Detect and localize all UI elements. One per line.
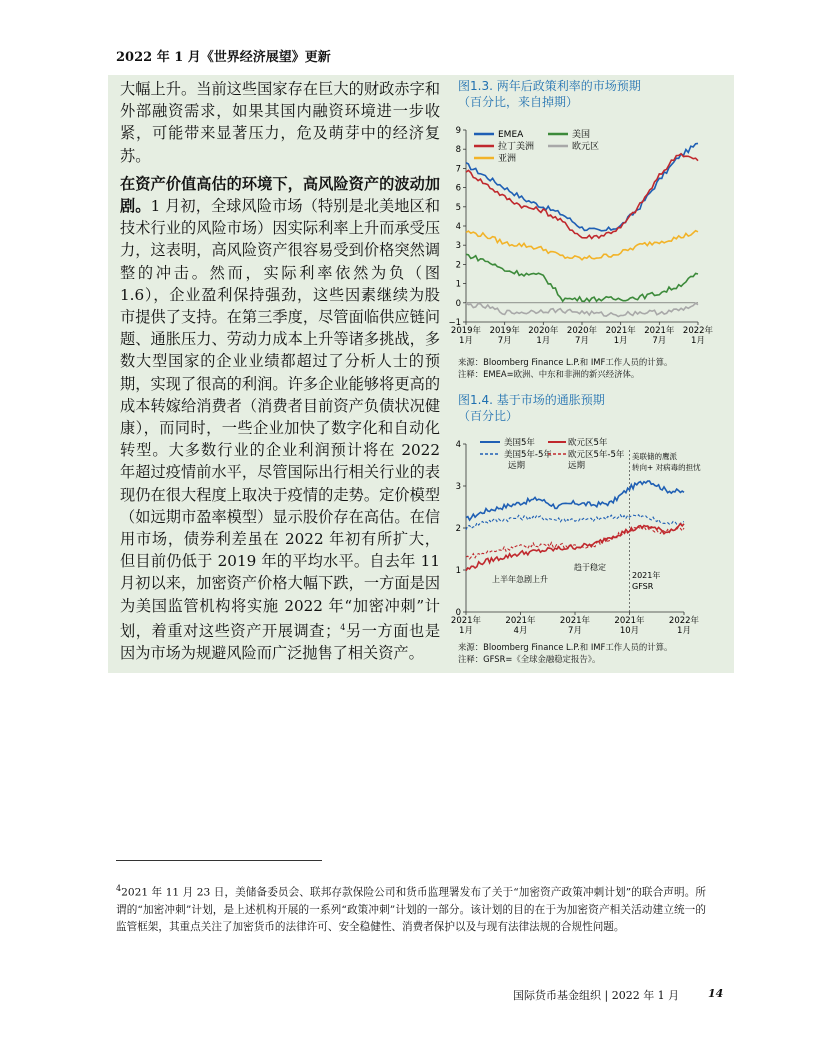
- fig13-x-tick-label: 2019年: [450, 326, 482, 336]
- paragraph-1: 大幅上升。当前这些国家存在巨大的财政赤字和外部融资需求，如果其国内融资环境进一步收紧，可能带来显著压力，危及萌芽中的经济复苏。: [120, 80, 440, 165]
- legend-emea: EMEA: [498, 130, 524, 140]
- figure-1-4-title-line2: （百分比）: [458, 409, 519, 423]
- figure-1-4-note: 注释：GFSR=《全球金融稳定报告》。: [458, 653, 601, 664]
- fig13-series-2: [466, 231, 698, 260]
- annot-fed-line1: 美联储的鹰派: [632, 452, 677, 461]
- fig14-x-tick-label: 7月: [568, 626, 582, 636]
- fig14-series-0: [466, 481, 684, 520]
- fig13-y-tick-label: 3: [455, 241, 461, 252]
- fig14-x-tick-label: 2021年: [614, 616, 645, 626]
- figure-1-4-annotations: [492, 451, 701, 591]
- fig13-x-tick-label: 2020年: [566, 326, 598, 336]
- fig14-x-tick-label: 10月: [619, 626, 640, 636]
- fig14-series-3: [466, 526, 684, 558]
- legend-euro: 欧元区: [572, 142, 600, 152]
- figure-1-3-title: [458, 78, 641, 110]
- fig13-x-tick-label: 2021年: [605, 326, 636, 336]
- legend-eu55-line2: 远期: [568, 461, 586, 471]
- fig14-x-tick-label: 2021年: [505, 616, 536, 626]
- fig14-y-tick-label: 1: [455, 566, 461, 576]
- fig14-x-tick-label: 4月: [513, 626, 528, 636]
- legend-eu55-line1: 欧元区5年-5年: [568, 450, 625, 460]
- fig13-x-tick-label: 2022年: [682, 326, 714, 336]
- fig13-y-tick-label: 7: [455, 164, 461, 175]
- figure-1-4-title: [458, 392, 605, 424]
- figure-1-4-title-line1: 图1.4. 基于市场的通胀预期: [458, 393, 605, 407]
- footnote: [116, 880, 706, 936]
- figure-1-3-source: 来源：Bloomberg Finance L.P.和 IMF工作人员的计算。: [458, 357, 673, 367]
- fig13-y-tick-label: 9: [455, 126, 461, 136]
- fig13-x-tick-label: 7月: [497, 336, 512, 346]
- paragraph-2: [120, 173, 440, 665]
- fig14-y-tick-label: 0: [455, 608, 461, 618]
- figure-1-4-notes: [458, 642, 672, 665]
- fig13-y-tick-label: 0: [455, 298, 461, 309]
- fig13-series-4: [466, 303, 698, 316]
- figure-1-3-legend: [474, 128, 599, 164]
- fig13-series-1: [466, 154, 698, 239]
- footnote-number: 4: [116, 884, 122, 893]
- figure-1-3-notes: [458, 357, 672, 380]
- fig13-x-tick-label: 1月: [691, 336, 705, 346]
- body-text: [120, 78, 440, 670]
- figure-1-3-title-line2: （百分比，来自掉期）: [458, 95, 579, 109]
- page-number: 14: [708, 987, 724, 1000]
- figure-1-4-chart: [448, 432, 718, 640]
- fig13-y-tick-label: −1: [448, 318, 461, 328]
- legend-us5: 美国5年: [504, 438, 535, 448]
- fig14-x-tick-label: 2021年: [559, 616, 591, 626]
- fig14-x-tick-label: 2021年: [450, 616, 482, 626]
- footnote-rule: [116, 860, 322, 861]
- paragraph-2-end: 另一方面也是因为市场为规避风险而广泛抛售了相关资产。: [120, 621, 441, 663]
- legend-asia: 亚洲: [498, 154, 517, 164]
- figure-1-4-legend: [480, 437, 625, 471]
- legend-us55-line1: 美国5年-5年: [504, 450, 552, 460]
- fig13-y-tick-label: 6: [455, 183, 461, 194]
- fig13-y-tick-label: 2: [455, 260, 461, 271]
- fig13-x-tick-label: 1月: [613, 336, 628, 346]
- footer-publisher: 国际货币基金组织 | 2022 年 1 月: [513, 989, 680, 1002]
- paragraph-2-lead: 在资产价值高估的环境下，高风险资产的波动加剧。: [120, 174, 440, 216]
- fig13-x-tick-label: 7月: [575, 336, 589, 346]
- fig13-y-tick-label: 4: [455, 222, 461, 232]
- footnote-ref[interactable]: 4: [340, 622, 346, 632]
- fig13-x-tick-label: 1月: [459, 336, 473, 346]
- figure-1-4-source: 来源：Bloomberg Finance L.P.和 IMF工作人员的计算。: [458, 642, 673, 652]
- fig14-x-tick-label: 1月: [459, 626, 473, 636]
- fig14-x-tick-label: 1月: [677, 626, 691, 636]
- annot-fed-line2: 转向+ 对病毒的担忧: [632, 463, 701, 472]
- annot-rise: 上半年急剧上升: [492, 575, 548, 584]
- fig13-y-tick-label: 1: [455, 279, 461, 290]
- fig14-y-tick-label: 2: [455, 524, 461, 534]
- fig13-x-tick-label: 7月: [652, 336, 667, 346]
- annot-gfsr-line1: 2021年: [632, 571, 661, 580]
- legend-eu5: 欧元区5年: [568, 438, 608, 448]
- fig13-x-tick-label: 2020年: [528, 326, 559, 336]
- annot-stable: 趋于稳定: [574, 563, 606, 572]
- page-header: 2022 年 1 月《世界经济展望》更新: [116, 50, 331, 65]
- legend-us: 美国: [572, 130, 591, 140]
- fig13-x-tick-label: 2019年: [489, 326, 520, 336]
- fig13-x-tick-label: 2021年: [644, 326, 675, 336]
- fig13-y-tick-label: 8: [455, 145, 461, 156]
- figure-1-3-title-line1: 图1.3. 两年后政策利率的市场预期: [458, 79, 641, 93]
- legend-us55-line2: 远期: [508, 461, 526, 471]
- paragraph-2-body: 1 月初，全球风险市场（特别是北美地区和技术行业的风险市场）因实际利率上升而承受压力，这表明，高风险资产很容易受到价格突然调整的冲击。然而，实际利率依然为负（图 1.6），企业盈利保持强劲，这些因素继续为股市提供了支持。在第三季度，尽管面临供应链问题、通胀压力、劳动力成本上升等诸多挑战，多数大型国家的企业业绩都超过了分析人士的预期，实现了很高的利润。许多企业能够将更高的成本转嫁给消费者（消费者目前资产负债状况健康），而同时，一些企业加快了数字化和自动化转型。大多数行业的企业利润预计将在 2022 年超过疫情前水平，尽管国际出行相关行业的表现仍在很大程度上取决于疫情的走势。定价模型（如远期市盈率模型）显示股价存在高估。在信用市场，债券利差虽在 2022 年初有所扩大，但目前仍低于 2019 年的平均水平。自去年 11 月初以来，加密资产价格大幅下跌，一方面是因为美国监管机构将实施 2022 年“加密冲刺”计划，着重对这些资产开展调查；: [120, 197, 441, 640]
- fig13-series-3: [466, 254, 698, 301]
- fig13-x-tick-label: 1月: [536, 336, 551, 346]
- footnote-text: 2021 年 11 月 23 日，美储备委员会、联邦存款保险公司和货币监理署发布了关于“加密资产政策冲刺计划”的联合声明。所谓的“加密冲刺”计划，是上述机构开展的一系列“政策冲刺”计划的一部分。该计划的目的在于为加密资产相关活动建立统一的监管框架，其重点关注了加密货币的法律许可、安全稳健性、消费者保护以及与现有法律法规的合规性问题。: [116, 886, 706, 933]
- fig14-x-tick-label: 2022年: [668, 616, 700, 626]
- fig14-y-tick-label: 3: [455, 482, 461, 492]
- annot-gfsr-line2: GFSR: [632, 582, 654, 591]
- figure-1-3-note: 注释：EMEA=欧洲、中东和非洲的新兴经济体。: [458, 368, 640, 379]
- figure-1-3-chart: [448, 120, 718, 352]
- fig13-y-tick-label: 5: [455, 202, 461, 213]
- fig14-y-tick-label: 4: [455, 440, 461, 450]
- legend-latam: 拉丁美洲: [498, 142, 535, 152]
